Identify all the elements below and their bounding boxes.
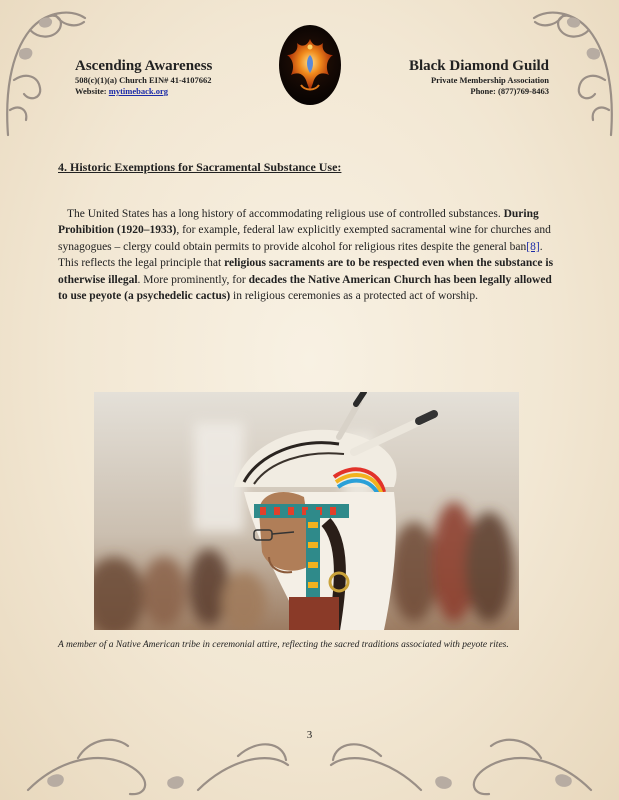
org-name-right: Black Diamond Guild	[408, 58, 549, 74]
bold-native-american-church: decades the Native American Church has been legally allowed to use peyote (a psychedelic cactus)	[58, 273, 552, 303]
website-link[interactable]: mytimeback.org	[108, 86, 169, 96]
reference-link[interactable]: [8]	[526, 240, 540, 253]
photo-caption: A member of a Native American tribe in ceremonial attire, reflecting the sacred traditions associated with peyote rites.	[58, 640, 509, 650]
org-name-left: Ascending Awareness	[75, 58, 213, 74]
phone-line: Phone: (877)769-8463	[470, 86, 549, 96]
text-run: . This reflects the legal principle that	[58, 240, 543, 270]
bold-prohibition: During Prohibition (1920–1933)	[58, 208, 539, 237]
bold-sacraments: religious sacraments are to be respected even when the substance is otherwise illegal	[58, 257, 554, 286]
text-run: in religious ceremonies as a protected act of worship.	[230, 290, 478, 303]
section-title: 4. Historic Exemptions for Sacramental Substance Use:	[58, 160, 342, 174]
body-paragraph	[58, 206, 558, 304]
text-run: . More prominently, for	[137, 273, 249, 286]
header-left	[75, 58, 212, 97]
membership-type: Private Membership Association	[430, 75, 549, 85]
church-ein: 508(c)(1)(a) Church EIN# 41-4107662	[75, 75, 212, 85]
website-label: Website:	[75, 86, 109, 96]
ceremonial-photo	[94, 392, 519, 630]
website-line	[75, 86, 212, 97]
phoenix-emblem-icon	[279, 25, 341, 105]
ceremonial-dancer-image-icon	[94, 392, 519, 630]
page-number: 3	[306, 729, 313, 741]
text-run: , for example, federal law explicitly exempted sacramental wine for churches and synagogues – clergy could obtain permits to provide alcohol for religious rites despite the general ban	[58, 224, 551, 253]
header-right	[409, 58, 549, 97]
logo	[279, 25, 341, 105]
text-run: The United States has a long history of accommodating religious use of controlled substances.	[67, 208, 504, 220]
